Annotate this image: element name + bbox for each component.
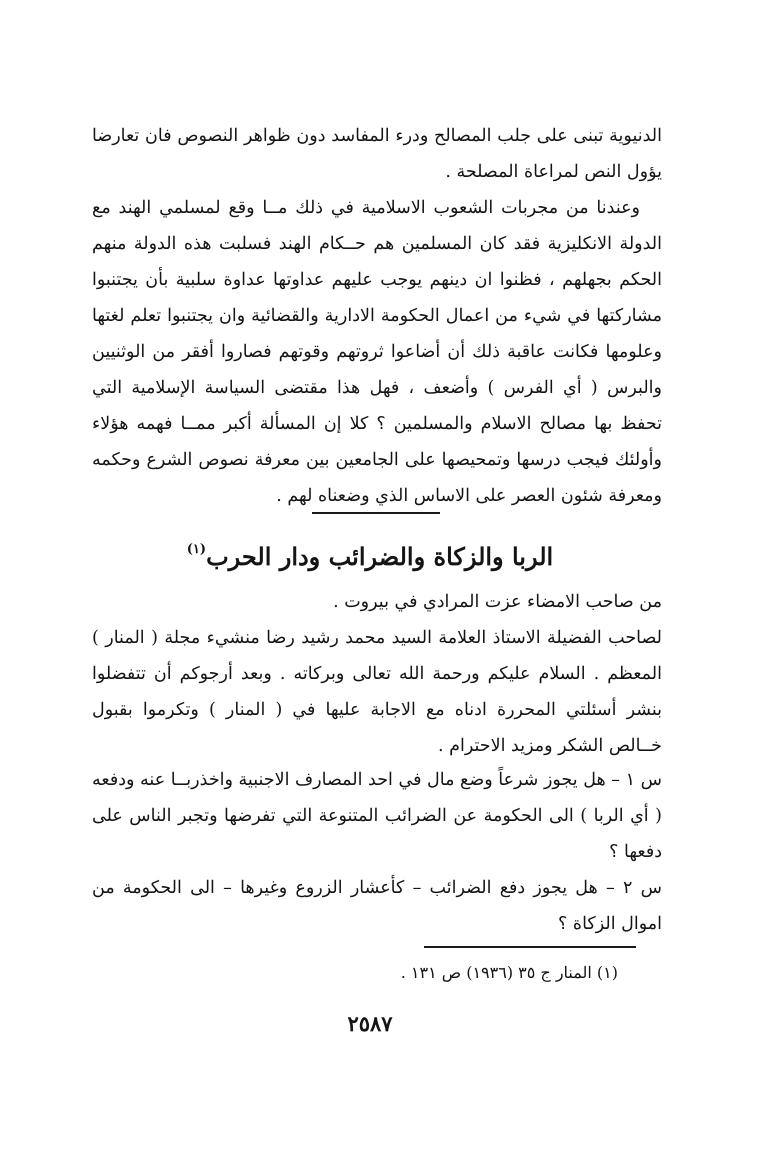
question-2: س ٢ – هل يجوز دفع الضرائب – كأعشار الزروع وغيرها – الى الحكومة من اموال الزكاة ؟ <box>92 878 662 934</box>
greeting-paragraph: لصاحب الفضيلة الاستاذ العلامة السيد محمد رشيد رضا منشيء مجلة ( المنار ) المعظم . السلام عليكم ورحمة الله تعالى وبركاته . وبعد أرجوكم أن تتفضلوا بنشر أسئلتي المحررة ادناه مع الاجابة عليها في ( المنار ) وتكرموا بقبول خــالص الشكر ومزيد الاحترام . <box>92 628 662 756</box>
footnote: (١) المنار ج ٣٥ (١٩٣٦) ص ١٣١ . <box>400 963 618 982</box>
page-number: ٢٥٨٧ <box>347 1011 393 1036</box>
continuation-paragraph: الدنيوية تبنى على جلب المصالح ودرء المفاسد دون ظواهر النصوص فان تعارضا يؤول النص لمراعاة المصلحة . <box>92 126 662 182</box>
question-1: س ١ – هل يجوز شرعاً وضع مال في احد المصارف الاجنبية واخذربــا عنه ودفعه ( أي الربا ) الى الحكومة عن الضرائب المتنوعة التي تفرضها وتجبر الناس على دفعها ؟ <box>92 770 662 862</box>
section-divider <box>312 512 440 514</box>
footnote-rule <box>424 946 636 948</box>
title-footnote-marker: (١) <box>186 542 207 557</box>
article-title <box>160 530 580 577</box>
article-title-text: الربا والزكاة والضرائب ودار الحرب <box>206 542 554 571</box>
experience-paragraph <box>92 190 662 514</box>
experience-paragraph-text: وعندنا من مجربات الشعوب الاسلامية في ذلك مــا وقع لمسلمي الهند مع الدولة الانكليزية فقد كان المسلمين هم حــكام الهند فسلبت هذه الدولة منهم الحكم بجهلهم ، فظنوا ان دينهم يوجب عليهم عداوتها عداوة سلبية بأن يجتنبوا مشاركتها في شيء من اعمال الحكومة الادارية والقضائية وان يجتنبوا تعلم لغتها وعلومها فكانت عاقبة ذلك أن أضاعوا ثروتهم وقوتهم فصاروا أفقر من الوثنيين والبرس ( أي الفرس ) وأضعف ، فهل هذا مقتضى السياسة الإسلامية التي تحفظ بها مصالح الاسلام والمسلمين ؟ كلا إن المسألة أكبر ممــا فهمه هؤلاء وأولئك فيجب درسها وتمحيصها على الجامعين بين معرفة نصوص الشرع وحكمه ومعرفة شئون العصر على الاساس الذي وضعناه لهم . <box>92 198 662 506</box>
sender-line: من صاحب الامضاء عزت المرادي في بيروت . <box>333 592 662 612</box>
